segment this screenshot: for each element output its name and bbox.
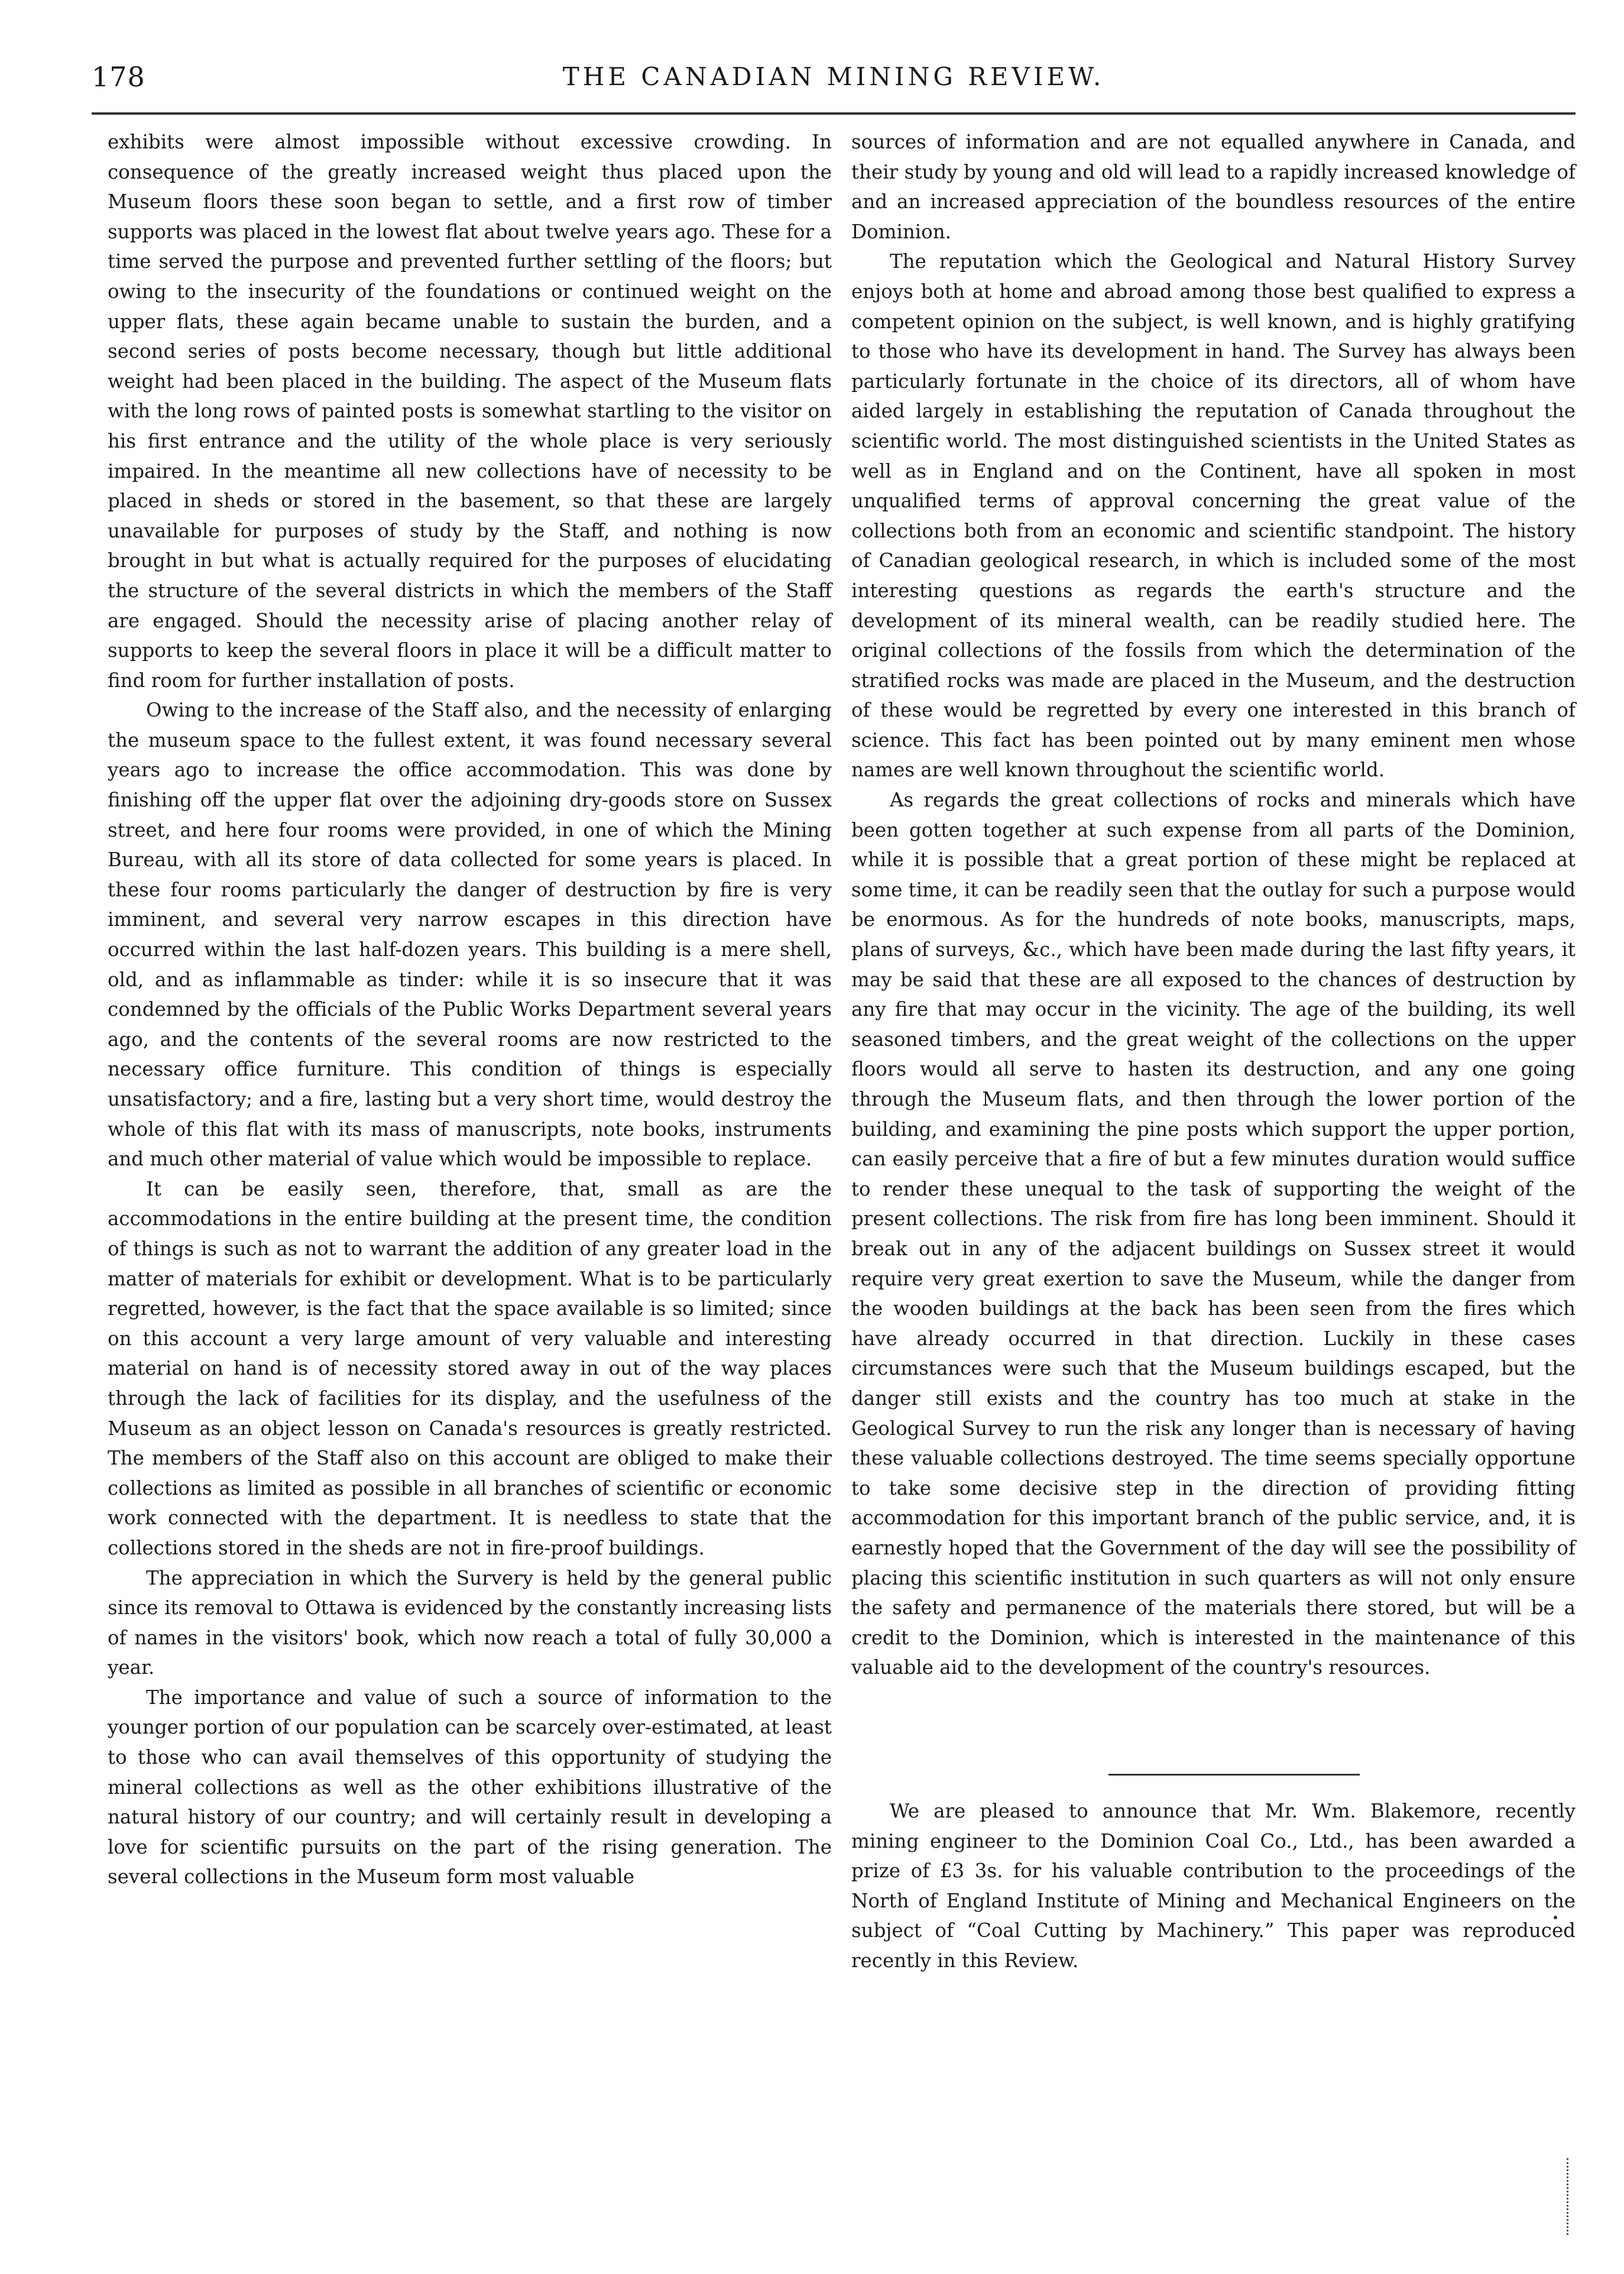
left-column: [108, 127, 832, 1892]
paragraph: sources of information and are not equalled anywhere in Canada, and their study by young and old will lead to a rapidly increased knowledge of and an increased appreciation of the boundless resources of the entire Dominion.: [851, 131, 1576, 243]
page-header: [92, 53, 1576, 101]
paragraph: The reputation which the Geological and Natural History Survey enjoys both at home and abroad among those best qualified to express a competent opinion on the subject, is well known, and is highly gratifying to those who have its development in hand. The Survey has always been particularly fortunate in the choice of its directors, all of whom have aided largely in establishing the reputation of Canada throughout the scientific world. The most distinguished scientists in the United States as well as in England and on the Continent, have all spoken in most unqualified terms of approval concerning the great value of the collections both from an economic and scientific standpoint. The history of Canadian geological research, in which is included some of the most interesting questions as regards the earth's structure and the development of its mineral wealth, can be readily studied here. The original collections of the fossils from which the determination of the stratified rocks was made are placed in the Museum, and the destruction of these would be regretted by every one interested in this branch of science. This fact has been pointed out by many eminent men whose names are well known throughout the scientific world.: [851, 250, 1576, 782]
paragraph: The importance and value of such a source of information to the younger portion of our population can be scarcely over-estimated, at least to those who can avail themselves of this opportunity of studying the mineral collections as well as the other exhibitions illustrative of the natural history of our country; and will certainly result in developing a love for scientific pursuits on the part of the rising generation. The several collections in the Museum form most valuable: [108, 1686, 832, 1888]
print-speck: [1554, 1916, 1557, 1919]
paragraph: As regards the great collections of rocks and minerals which have been gotten together at such expense from all parts of the Dominion, while it is possible that a great portion of these might be replaced at some time, it can be readily seen that the outlay for such a purpose would be enormous. As for the hundreds of note books, manuscripts, maps, plans of surveys, &c., which have been made during the last fifty years, it may be said that these are all exposed to the chances of destruction by any fire that may occur in the vicinity. The age of the building, its well seasoned timbers, and the great weight of the collections on the upper floors would all serve to hasten its destruction, and any one going through the Museum flats, and then through the lower portion of the building, and examining the pine posts which support the upper portion, can easily perceive that a fire of but a few minutes duration would suffice to render these unequal to the task of supporting the weight of the present collections. The risk from fire has long been imminent. Should it break out in any of the adjacent buildings on Sussex street it would require very great exertion to save the Museum, while the danger from the wooden buildings at the back has been seen from the fires which have already occurred in that direction. Luckily in these cases circumstances were such that the Museum buildings escaped, but the danger still exists and the country has too much at stake in the Geological Survey to run the risk any longer than is necessary of having these valuable collections destroyed. The time seems specially opportune to take some decisive step in the direction of providing fitting accommodation for this important branch of the public service, and, it is earnestly hoped that the Government of the day will see the possibility of placing this scientific institution in such quarters as will not only ensure the safety and permanence of the materials there stored, but will be a credit to the Dominion, which is interested in the maintenance of this valuable aid to the development of the country's resources.: [851, 789, 1576, 1679]
journal-title: THE CANADIAN MINING REVIEW.: [562, 62, 1105, 91]
paragraph: Owing to the increase of the Staff also, and the necessity of enlarging the museum space to the fullest extent, it was found necessary several years ago to increase the office accommodation. This was done by finishing off the upper flat over the adjoining dry-goods store on Sussex street, and here four rooms were provided, in one of which the Mining Bureau, with all its store of data collected for some years is placed. In these four rooms particularly the danger of destruction by fire is very imminent, and several very narrow escapes in this direction have occurred within the last half-dozen years. This building is a mere shell, old, and as inflammable as tinder: while it is so insecure that it was condemned by the officials of the Public Works Department several years ago, and the contents of the several rooms are now restricted to the necessary office furniture. This condition of things is especially unsatisfactory; and a fire, lasting but a very short time, would destroy the whole of this flat with its mass of manuscripts, note books, instruments and much other material of value which would be impossible to replace.: [108, 699, 832, 1171]
paragraph: exhibits were almost impossible without excessive crowding. In consequence of the greatly increased weight thus placed upon the Museum floors these soon began to settle, and a first row of timber supports was placed in the lowest flat about twelve years ago. These for a time served the purpose and prevented further settling of the floors; but owing to the insecurity of the foundations or continued weight on the upper flats, these again became unable to sustain the burden, and a second series of posts become necessary, though but little additional weight had been placed in the building. The aspect of the Museum flats with the long rows of painted posts is somewhat startling to the visitor on his first entrance and the utility of the whole place is very seriously impaired. In the meantime all new collections have of necessity to be placed in sheds or stored in the basement, so that these are largely unavailable for purposes of study by the Staff, and nothing is now brought in but what is actually required for the purposes of elucidating the structure of the several districts in which the members of the Staff are engaged. Should the necessity arise of placing another relay of supports to keep the several floors in place it will be a difficult matter to find room for further installation of posts.: [108, 131, 832, 692]
paragraph: It can be easily seen, therefore, that, small as are the accommodations in the entire building at the present time, the condition of things is such as not to warrant the addition of any greater load in the matter of materials for exhibit or development. What is to be particularly regretted, however, is the fact that the space available is so limited; since on this account a very large amount of very valuable and interesting material on hand is of necessity stored away in out of the way places through the lack of facilities for its display, and the usefulness of the Museum as an object lesson on Canada's resources is greatly restricted. The members of the Staff also on this account are obliged to make their collections as limited as possible in all branches of scientific or economic work connected with the department. It is needless to state that the collections stored in the sheds are not in fire-proof buildings.: [108, 1177, 832, 1559]
paragraph: The appreciation in which the Survery is held by the general public since its removal to Ottawa is evidenced by the constantly increasing lists of names in the visitors' book, which now reach a total of fully 30,000 a year.: [108, 1566, 832, 1679]
right-column: [851, 127, 1576, 1683]
announcement-text: We are pleased to announce that Mr. Wm. Blakemore, recently mining engineer to the Dominion Coal Co., Ltd., has been awarded a prize of £3 3s. for his valuable contribution to the proceedings of the North of England Institute of Mining and Mechanical Engineers on the subject of “Coal Cutting by Machinery.” This paper was reproduced recently in this Review.: [851, 1800, 1576, 1972]
page-number: 178: [92, 61, 145, 93]
header-rule: [92, 112, 1576, 115]
section-divider: [1108, 1774, 1360, 1776]
binding-mark: [1567, 2158, 1571, 2235]
announcement: [851, 1796, 1576, 1976]
